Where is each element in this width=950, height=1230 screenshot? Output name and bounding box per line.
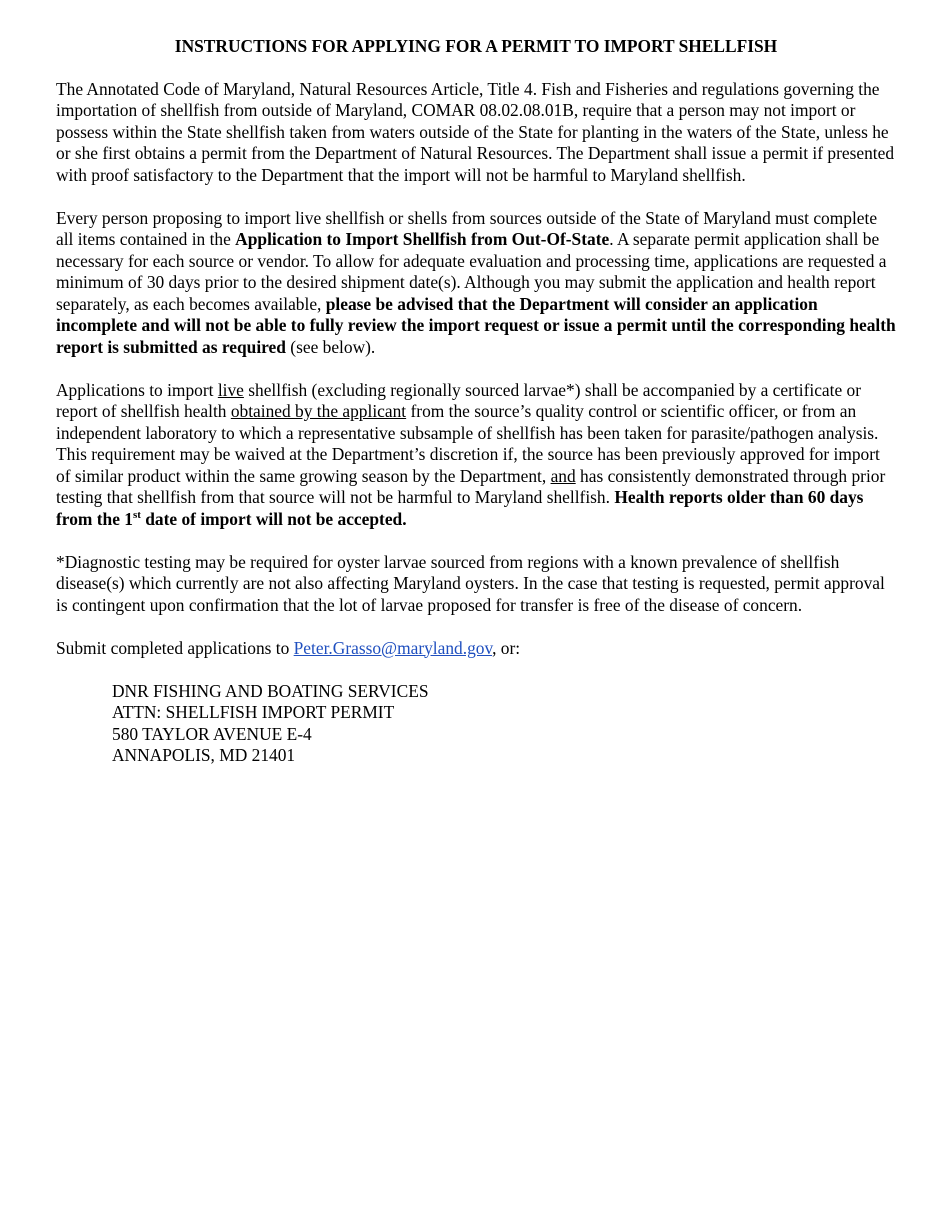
p3-text-4: has consistently demonstrated through prior testing that shellfish from that source will not be harmful to Maryland shellfish.: [56, 465, 886, 507]
address-line-1: DNR FISHING AND BOATING SERVICES: [112, 680, 429, 701]
mailing-address: [112, 681, 896, 767]
p3-text-3: from the source’s quality control or scientific officer, or from an independent laboratory to which a representative subsample of shellfish has been taken for parasite/pathogen analysis. This requirement may be waived at the Department’s discretion if, the source has been previously approved for import of similar product within the same growing season by the Department,: [56, 401, 880, 486]
p2-text-3: (see below).: [285, 336, 376, 357]
paragraph-larvae-testing-text: *Diagnostic testing may be required for oyster larvae sourced from regions with a known prevalence of shellfish disease(s) which currently are not also affecting Maryland oysters. In the case that testing is requested, permit approval is contingent upon confirmation that the lot of larvae proposed for transfer is free of the disease of concern.: [56, 551, 885, 615]
age-limit-text-2: date of import will not be accepted.: [140, 508, 407, 529]
address-line-3: 580 TAYLOR AVENUE E-4: [112, 723, 312, 744]
paragraph-larvae-testing: [56, 552, 896, 617]
email-link[interactable]: Peter.Grasso@maryland.gov: [293, 637, 493, 658]
submit-instructions: [56, 638, 896, 660]
p3-text-2: shellfish (excluding regionally sourced larvae*) shall be accompanied by a certificate or report of shellfish health: [56, 379, 862, 421]
paragraph-legal-basis-text: The Annotated Code of Maryland, Natural Resources Article, Title 4. Fish and Fisheries and regulations governing the importation of shellfish from outside of Maryland, COMAR 08.02.08.01B, require that a person may not import or possess within the State shellfish taken from waters outside of the State for planting in the waters of the State, unless he or she first obtains a permit from the Department of Natural Resources. The Department shall issue a permit if presented with proof satisfactory to the Department that the import will not be harmful to Maryland shellfish.: [56, 78, 895, 185]
submit-prefix: Submit completed applications to: [56, 637, 294, 658]
address-line-4: ANNAPOLIS, MD 21401: [112, 745, 296, 765]
p3-text-1: Applications to import: [56, 379, 218, 400]
address-line-2: ATTN: SHELLFISH IMPORT PERMIT: [112, 702, 395, 722]
underline-and: and: [550, 465, 576, 486]
underline-live: live: [217, 379, 244, 400]
health-report-warning: please be advised that the Department will consider an application incomplete and will not be able to fully review the import request or issue a permit until the corresponding health report is submitted as required: [56, 293, 896, 357]
paragraph-health-report: [56, 380, 896, 531]
p2-text-1: Every person proposing to import live shellfish or shells from sources outside of the State of Maryland must complete all items contained in the: [56, 207, 878, 249]
page-title: INSTRUCTIONS FOR APPLYING FOR A PERMIT TO IMPORT SHELLFISH: [174, 36, 778, 56]
underline-obtained-by-applicant: obtained by the applicant: [230, 401, 407, 421]
p2-text-2: . A separate permit application shall be necessary for each source or vendor. To allow for adequate evaluation and processing time, applications are requested a minimum of 30 days prior to the desired shipment date(s). Although you may submit the application and health report separately, as each becomes available,: [56, 229, 887, 314]
application-form-name: Application to Import Shellfish from Out-Of-State: [235, 229, 610, 249]
document-page: [56, 36, 896, 767]
paragraph-legal-basis: [56, 79, 896, 187]
ordinal-superscript: st: [132, 508, 141, 521]
paragraph-application-requirements: [56, 208, 896, 359]
age-limit-text-1: Health reports older than 60 days from the 1: [56, 487, 864, 529]
submit-suffix: , or:: [492, 637, 521, 658]
